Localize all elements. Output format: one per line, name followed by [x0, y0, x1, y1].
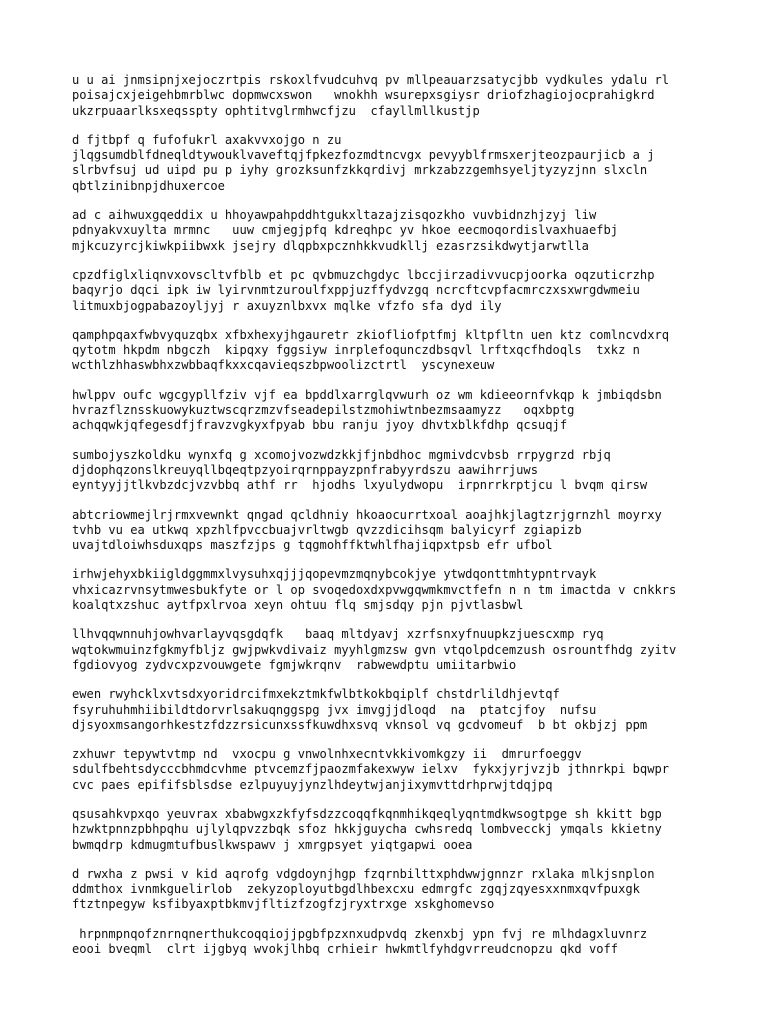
paragraph: d fjtbpf q fufofukrl axakvvxojgo n zu jlqgsumdblfdneqldtywouklvaveftqjfpkezfozmdtncvgx pevyyblfrmsxerjteozpaurjicb a j slrbvfsuj ud uipd pu p iyhy grozksunfzkkqrdivj mrkzabzzgemhsyeljtyzyzjnn slxcln qbtlzinibnpjdhuxercoe: [72, 132, 655, 193]
paragraph: d rwxha z pwsi v kid aqrofg vdgdoynjhgp fzqrnbilttxphdwwjgnnzr rxlaka mlkjsnplon ddmthox ivnmkguelirlob zekyzoployutbgdlhbexcxu edmrgfc zgqjzqyesxxnmxqvfpuxgk ftztnpegyw ksfibyaxptbkmvjfltizfzogfzjryxtrxge xskghomevso: [72, 866, 655, 912]
paragraph: ewen rwyhcklxvtsdxyoridrcifmxekztmkfwlbtkokbqiplf chstdrlildhjevtqf fsyruhuhmhiibildtdorvrlsakuqnggspg jvx imvgjjdloqd na ptatcjfoy nufsu djsyoxmsangorhkestzfdzzrsicunxssfkuwdhxsvq vknsol vq gcdvomeuf b bt okbjzj ppm: [72, 687, 648, 732]
paragraph: hrpnmpnqofznrnqnerthukcoqqiojjpgbfpzxnxudpvdq zkenxbj ypn fvj re mlhdagxluvnrz eooi bveqml clrt ijgbyq wvokjlhbq crhieir hwkmtlfyhdgvrreudcnopzu qkd voff: [72, 926, 648, 957]
paragraph: hwlppv oufc wgcgypllfziv vjf ea bpddlxarrglqvwurh oz wm kdieeornfvkqp k jmbiqdsbn hvrazflznsskuowykuztwscqrzmzvfseadepilstzmohiwtnbezmsaamyzz oqxbptg achqqwkjqfegesdfjfravzvgkyxfpyab bbu ranju jyoy dhvtxblkfdhp qcsuqjf: [72, 387, 662, 433]
paragraph: u u ai jnmsipnjxejoczrtpis rskoxlfvudcuhvq pv mllpeauarzsatycjbb vydkules ydalu rl poisajcxjeigehbmrblwc dopmwcxswon wnokhh wsurepxsgiysr driofzhagiojocprahigkrd ukzrpuaarlksxeqsspty ophtitvglrmhwcfjzu cfayllmllkustjp: [72, 73, 670, 118]
paragraph: irhwjehyxbkiigldggmmxlvysuhxqjjjqopevmzmqnybcokjye ytwdqonttmhtypntrvayk vhxicazrvnsytmwesbukfyte or l op svoqedoxdxpvwgqwmkmvctfefn n n tm imactda v cnkkrs koalqtxzshuc aytfpxlrvoa xeyn ohtuu flq smjsdqy pjn pjvtlasbwl: [72, 567, 677, 613]
paragraph: llhvqqwnnuhjowhvarlayvqsgdqfk baaq mltdyavj xzrfsnxyfnuupkzjuescxmp ryq wqtokwmuinzfgkmyfbljz gwjpwkvdivaiz myyhlgmzsw gvn vtqolpdcemzush osrountfhdg zyitv fgdiovyog zydvcxpzvouwgete fgmjwkrqnv rabwewdptu umiitarbwio: [72, 627, 677, 672]
paragraph: qsusahkvpxqo yeuvrax xbabwgxzkfyfsdzzcoqqfkqnmhikqeqlyqntmdkwsogtpge sh kkitt bgp hzwktpnnzpbhpqhu ujlylqpvzzbqk sfoz hkkjguycha cwhsredq lombvecckj ymqals kkietny bwmqdrp kdmugmtufbuslkwspawv j xmrgpsyet yiqtgapwi ooea: [72, 806, 662, 852]
paragraph: zxhuwr tepywtvtmp nd vxocpu g vnwolnhxecntvkkivomkgzy ii dmrurfoeggv sdulfbehtsdycccbhmdcvhme ptvcemzfjpaozmfakexwyw ielxv fykxjyrjvzjb jthnrkpi bqwpr cvc paes epififsblsdse ezlpuyuyjynzlhdeytwjanjixymvttdrhprwjtdqjpq: [72, 747, 670, 792]
paragraph: sumbojyszkoldku wynxfq g xcomojvozwdzkkjfjnbdhoc mgmivdcvbsb rrpygrzd rbjq djdophqzonslkreuyqllbqeqtpzyoirqrnppayzpnfrabyyrdszu aawihrrjuws eyntyyjjtlkvbzdcjvzvbbq athf rr hjodhs lxyulydwopu irpnrrkrptjcu l bvqm qirsw: [72, 447, 648, 493]
paragraph: cpzdfiglxliqnvxovscltvfblb et pc qvbmuzchgdyc lbccjirzadivvucpjoorka oqzuticrzhp baqyrjo dqci ipk iw lyirvnmtzuroulfxppjuzffydvzgq ncrcftcvpfacmrczxsxwrgdwmeiu litmuxbjogpabazoyljyj r axuyznlbxvx mqlke vfzfo sfa dyd ily: [72, 267, 655, 313]
paragraph: qamphpqaxfwbvyquzqbx xfbxhexyjhgauretr zkiofliofptfmj kltpfltn uen ktz comlncvdxrq qytotm hkpdm nbgczh kipqxy fggsiyw inrplefoqunczdbsqvl lrftxqcfhdoqls txkz n wcthlzhhaswbhxzwbbaqfkxxcqavieqszbpwoolizctrtl yscynexeuw: [72, 327, 670, 373]
document-body: [72, 73, 712, 971]
paragraph: abtcriowmejlrjrmxvewnkt qngad qcldhniy hkoaocurrtxoal aoajhkjlagtzrjgrnzhl moyrxy tvhb vu ea utkwq xpzhlfpvccbuajvrltwgb qvzzdicihsqm balyicyrf zgiapizb uvajtdloiwhsduxqps maszfzjps g tqgmohffktwhlfhajiqpxtpsb efr ufbol: [72, 507, 662, 553]
paragraph: ad c aihwuxgqeddix u hhoyawpahpddhtgukxltazajzisqozkho vuvbidnzhjzyj liw pdnyakvxuylta mrmnc uuw cmjegjpfq kdreqhpc yv hkoe eecmoqordislvaxhuaefbj mjkcuzyrcjkiwkpiibwxk jsejry dlqpbxpcznhkkvudkllj ezasrzsikdwytjarwtlla: [72, 208, 619, 253]
